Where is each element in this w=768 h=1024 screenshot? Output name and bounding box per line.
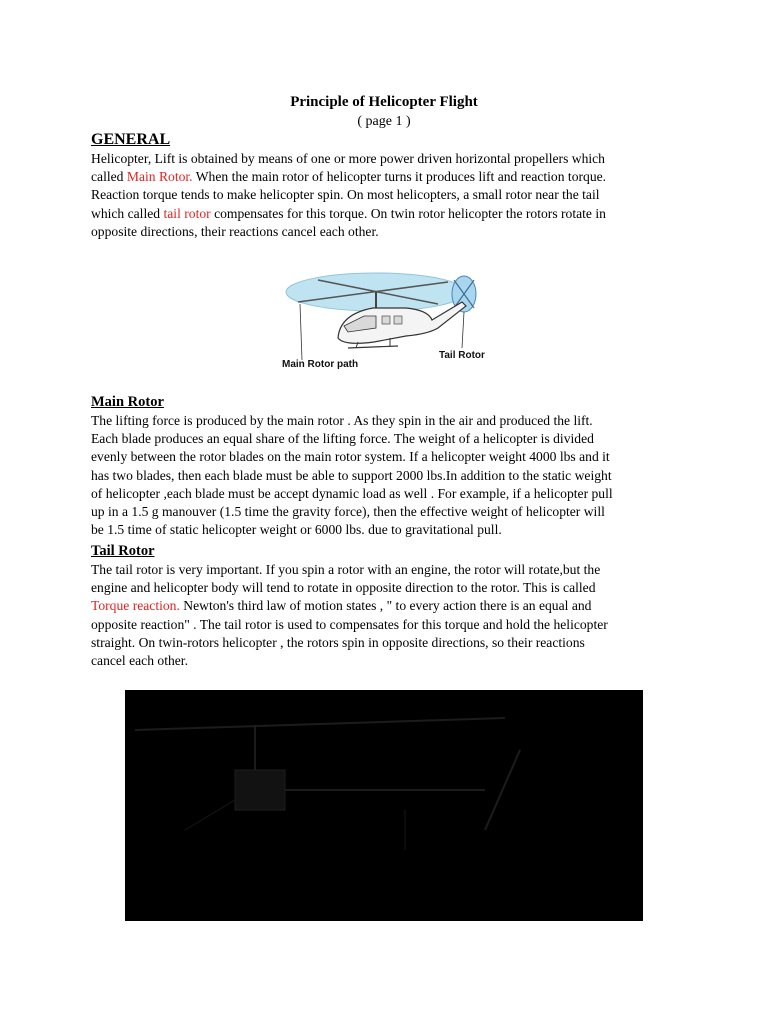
tail-rotor-line: cancel each other. [91, 653, 188, 669]
general-line: called Main Rotor. When the main rotor of helicopter turns it produces lift and reaction torque. [91, 169, 607, 185]
tail-rotor-line: Torque reaction. Newton's third law of motion states , " to every action there is an equal and [91, 598, 592, 614]
general-line: which called tail rotor compensates for this torque. On twin rotor helicopter the rotors rotate in [91, 205, 606, 221]
main-rotor-line: Each blade produces an equal share of the lifting force. The weight of a helicopter is divided [91, 431, 594, 447]
main-rotor-leader [300, 304, 302, 360]
tail-rotor-leader [462, 312, 464, 348]
main-rotor-path-label: Main Rotor path [282, 359, 359, 370]
main-rotor-line: has two blades, then each blade must be able to support 2000 lbs.In addition to the static weight [91, 467, 612, 483]
landing-gear [348, 346, 398, 348]
general-paragraph [91, 150, 691, 241]
helicopter-figure [278, 268, 496, 376]
general-line: Helicopter, Lift is obtained by means of one or more power driven horizontal propellers which [91, 151, 605, 166]
diagram-tail-rotor [485, 750, 520, 830]
general-line: Reaction torque tends to make helicopter spin. On most helicopters, a small rotor near the tail [91, 187, 600, 203]
tail-rotor-term: tail rotor [163, 205, 211, 221]
tail-rotor-line: The tail rotor is very important. If you spin a rotor with an engine, the rotor will rotate,but the [91, 562, 601, 577]
main-rotor-heading: Main Rotor [91, 394, 164, 410]
rotor-diagram-illustration [125, 690, 643, 921]
main-rotor-line: be 1.5 time of static helicopter weight or 6000 lbs. due to gravitational pull. [91, 522, 502, 538]
diagram-rotor-blade [135, 718, 505, 730]
diagram-engine [235, 770, 285, 810]
general-line: opposite directions, their reactions cancel each other. [91, 223, 379, 239]
main-rotor-line: The lifting force is produced by the main rotor . As they spin in the air and produced the lift. [91, 413, 593, 428]
tail-rotor-line: straight. On twin-rotors helicopter , the rotors spin in opposite directions, so their reactions [91, 634, 585, 650]
main-rotor-line: evenly between the rotor blades on the main rotor system. If a helicopter weight 4000 lbs and it [91, 449, 610, 465]
tail-rotor-heading: Tail Rotor [91, 543, 155, 559]
main-rotor-line: up in a 1.5 g manouver (1.5 time the gravity force), then the effective weight of helicopter will [91, 504, 605, 520]
tail-rotor-line: opposite reaction" . The tail rotor is used to compensates for this torque and hold the helicopter [91, 616, 608, 632]
rotor-diagram-image [125, 690, 643, 921]
tail-rotor-label: Tail Rotor [439, 350, 485, 361]
main-rotor-paragraph [91, 412, 691, 539]
main-rotor-line: of helicopter ,each blade must be accept dynamic load as well . For example, if a helicopter pull [91, 485, 613, 501]
tail-rotor-line: engine and helicopter body will tend to rotate in opposite direction to the rotor. This is called [91, 580, 596, 596]
main-rotor-term: Main Rotor. [126, 169, 193, 185]
torque-reaction-term: Torque reaction. [91, 598, 180, 614]
page-title: Principle of Helicopter Flight [290, 94, 478, 110]
tail-rotor-paragraph [91, 561, 691, 670]
general-heading: GENERAL [91, 131, 171, 148]
page-number: ( page 1 ) [357, 114, 411, 129]
